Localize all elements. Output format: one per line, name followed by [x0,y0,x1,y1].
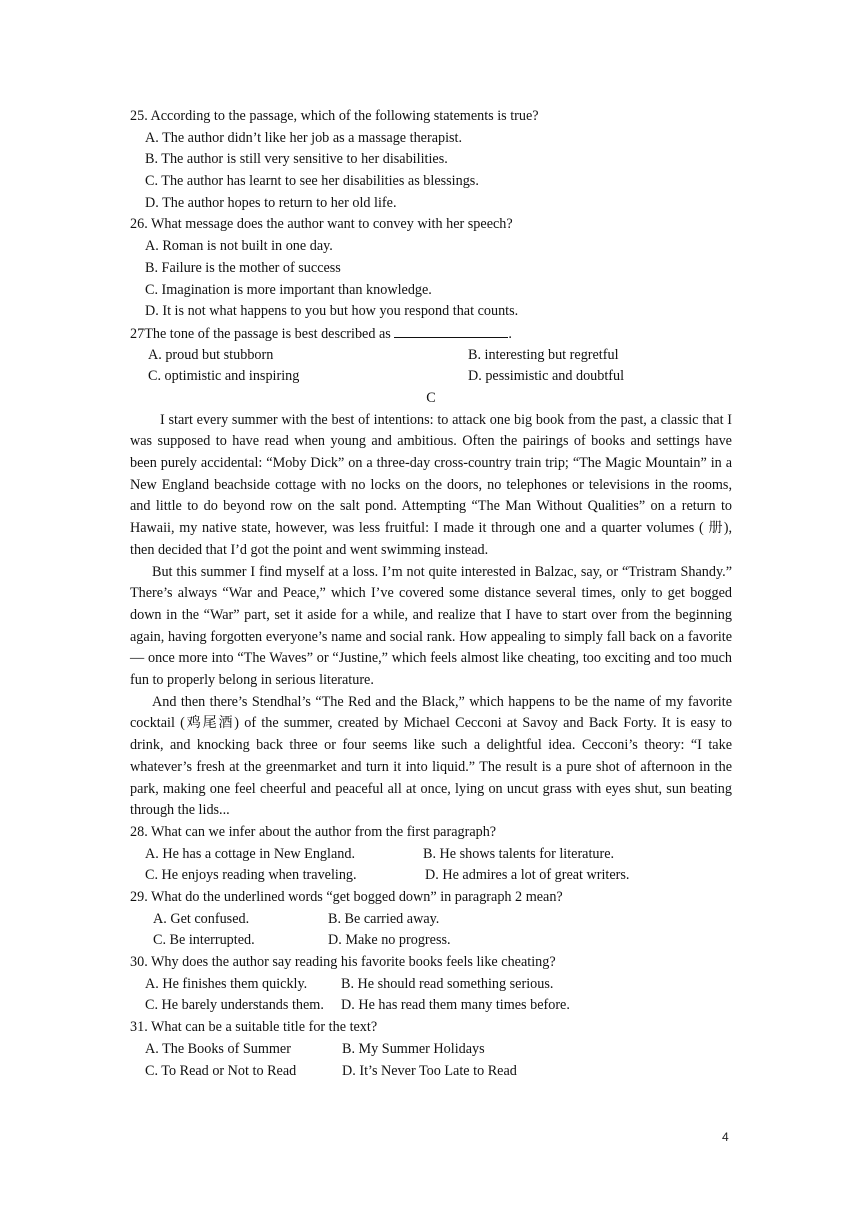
q28-options-row-2 [130,865,732,887]
q27-option-a: A. proud but stubborn [148,346,274,363]
page-content [130,106,732,1082]
q31-options-row-1 [130,1039,732,1061]
q28-options-row-1 [130,844,732,866]
question-28-stem: 28. What can we infer about the author from the first paragraph? [130,823,497,840]
q25-option-c: C. The author has learnt to see her disabilities as blessings. [145,173,479,190]
q27-option-c: C. optimistic and inspiring [148,368,300,385]
q27-options-row-1 [130,345,732,367]
question-30-stem: 30. Why does the author say reading his favorite books feels like cheating? [130,954,556,971]
q30-options-row-1 [130,974,732,996]
q30-option-a: A. He finishes them quickly. [145,975,308,992]
question-26-stem: 26. What message does the author want to convey with her speech? [130,216,513,233]
q26-option-a: A. Roman is not built in one day. [145,238,333,255]
q29-option-d: D. Make no progress. [328,932,451,949]
q27-option-d: D. pessimistic and doubtful [468,368,625,385]
section-label: C [426,389,436,406]
question-27-stem [130,323,732,345]
q26-option-d: D. It is not what happens to you but how you respond that counts. [145,303,519,320]
passage-paragraph-2: But this summer I find myself at a loss. I’m not quite interested in Balzac, say, or “Tristram Shandy.” There’s always “War and Peace,” which I’ve covered some distance several times, only to get bogged down in the “War” part, set it aside for a while, and realize that I have to start over from the beginning again, having forgotten everyone’s name and social rank. How appealing to simply fall back on a favorite — once more into “The Waves” or “Justine,” which feels almost like cheating, too exciting and too much fun to properly belong in serious literature. [130,563,732,689]
q30-options-row-2 [130,995,732,1017]
q28-option-b: B. He shows talents for literature. [423,845,615,862]
q31-option-a: A. The Books of Summer [145,1040,291,1057]
answer-blank [394,323,508,338]
q25-option-b: B. The author is still very sensitive to her disabilities. [145,151,448,168]
question-31-stem: 31. What can be a suitable title for the text? [130,1019,378,1036]
q26-option-c: C. Imagination is more important than knowledge. [145,281,432,298]
q27-stem-text: 27The tone of the passage is best described as [130,325,391,342]
q28-option-a: A. He has a cottage in New England. [145,845,355,862]
q29-option-b: B. Be carried away. [328,910,440,927]
q26-option-b: B. Failure is the mother of success [145,259,341,276]
q31-option-d: D. It’s Never Too Late to Read [342,1062,517,1079]
q25-option-d: D. The author hopes to return to her old life. [145,194,397,211]
passage-paragraph-3: And then there’s Stendhal’s “The Red and the Black,” which happens to be the name of my favorite cocktail (鸡尾酒) of the summer, created by Michael Cecconi at Savoy and Back Forty. It is easy to drink, and knocking back three or four seems like such a delightful idea. Cecconi’s theory: “I take whatever’s fresh at the greenmarket and turn it into liquid.” The result is a pure shot of afternoon in the park, making one feel cheerful and peaceful all at once, lying on uncut grass with eyes shut, sun beating through the lids... [130,693,732,819]
q28-option-c: C. He enjoys reading when traveling. [145,867,357,884]
q27-stem-end: . [508,325,512,342]
q31-option-b: B. My Summer Holidays [342,1040,485,1057]
q27-options-row-2 [130,366,732,388]
q30-option-c: C. He barely understands them. [145,997,324,1014]
q31-options-row-2 [130,1061,732,1083]
q31-option-c: C. To Read or Not to Read [145,1062,297,1079]
q29-option-a: A. Get confused. [153,910,250,927]
q29-option-c: C. Be interrupted. [153,932,255,949]
q29-options-row-1 [130,909,732,931]
question-25-stem: 25. According to the passage, which of the following statements is true? [130,108,539,124]
passage-paragraph-1: I start every summer with the best of intentions: to attack one big book from the past, a classic that I was supposed to have read when young and ambitious. Often the pairings of books and settings have been purely accidental: “Moby Dick” on a three-day cross-country train trip; “The Magic Mountain” in a New England beachside cottage with no locks on the doors, no telephones or televisions in the rooms, and little to do beyond row on the salt pond. Attempting “The Man Without Qualities” on a return to Hawaii, my native state, however, was less fruitful: I made it through one and a quarter volumes ( 册), then decided that I’d got the point and went swimming instead. [130,411,732,558]
q28-option-d: D. He admires a lot of great writers. [425,867,630,884]
page-number: 4 [722,1130,729,1144]
q30-option-b: B. He should read something serious. [341,975,554,992]
question-29-stem: 29. What do the underlined words “get bogged down” in paragraph 2 mean? [130,889,563,906]
q29-options-row-2 [130,930,732,952]
q27-option-b: B. interesting but regretful [468,346,619,363]
q25-option-a: A. The author didn’t like her job as a massage therapist. [145,129,463,146]
q30-option-d: D. He has read them many times before. [341,997,570,1014]
